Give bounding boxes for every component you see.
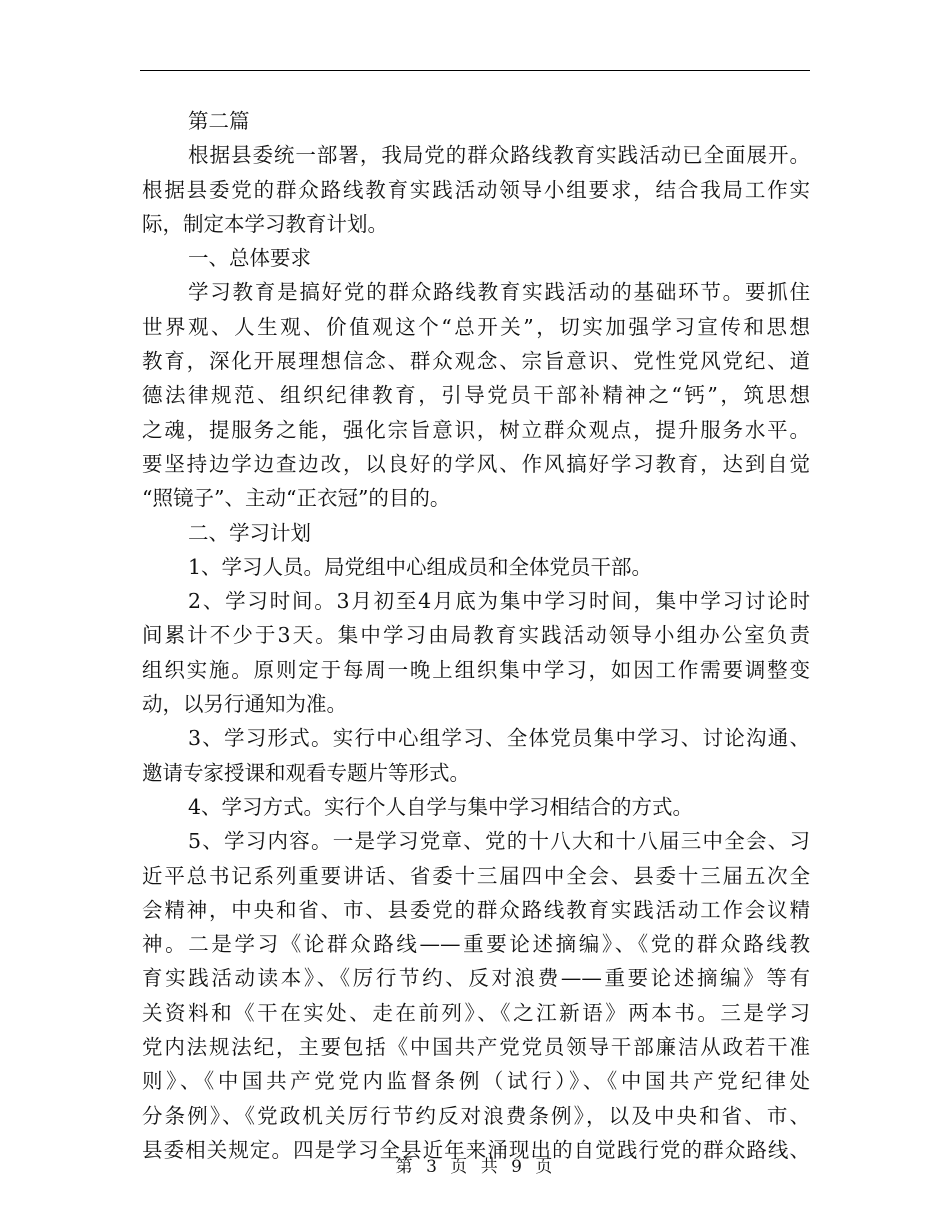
text-line: 县委相关规定。四是学习全县近年来涌现出的自觉践行党的群众路线、 xyxy=(142,1137,810,1162)
text-line: 邀请专家授课和观看专题片等形式。 xyxy=(142,760,470,785)
text-line: 会精神，中央和省、市、县委党的群众路线教育实践活动工作会议精 xyxy=(142,897,810,922)
text-line: 神。二是学习《论群众路线——重要论述摘编》、《党的群众路线教 xyxy=(142,932,810,957)
text-line: 4、学习方式。实行个人自学与集中学习相结合的方式。 xyxy=(188,794,694,819)
text-line: 根据县委党的群众路线教育实践活动领导小组要求，结合我局工作实 xyxy=(142,177,810,202)
text-line: 则》、《中国共产党党内监督条例（试行）》、《中国共产党纪律处 xyxy=(142,1069,810,1094)
text-line: 5、学习内容。一是学习党章、党的十八大和十八届三中全会、习 xyxy=(188,829,810,854)
text-line: 间累计不少于3天。集中学习由局教育实践活动领导小组办公室负责 xyxy=(142,623,810,648)
page-footer: 第 3 页 共 9 页 xyxy=(395,1157,555,1177)
text-line: 动，以另行通知为准。 xyxy=(142,692,347,717)
text-line: 组织实施。原则定于每周一晚上组织集中学习，如因工作需要调整变 xyxy=(142,657,810,682)
text-line: 根据县委统一部署，我局党的群众路线教育实践活动已全面展开。 xyxy=(188,143,810,168)
text-line: 近平总书记系列重要讲话、省委十三届四中全会、县委十三届五次全 xyxy=(142,863,810,888)
text-line: 学习教育是搞好党的群众路线教育实践活动的基础环节。要抓住 xyxy=(188,280,810,305)
text-line: 要坚持边学边查边改，以良好的学风、作风搞好学习教育，达到自觉 xyxy=(142,451,810,476)
text-line: 第二篇 xyxy=(188,109,250,133)
text-line: 育实践活动读本》、《厉行节约、反对浪费——重要论述摘编》等有 xyxy=(142,966,810,991)
text-line: 之魂，提服务之能，强化宗旨意识，树立群众观点，提升服务水平。 xyxy=(142,417,810,442)
header-rule xyxy=(140,70,810,71)
text-line: “照镜子”、主动“正衣冠”的目的。 xyxy=(142,486,451,511)
text-line: 分条例》、《党政机关厉行节约反对浪费条例》，以及中央和省、市、 xyxy=(142,1103,810,1128)
text-line: 德法律规范、组织纪律教育，引导党员干部补精神之“钙”，筑思想 xyxy=(142,383,810,408)
text-line: 2、学习时间。3月初至4月底为集中学习时间，集中学习讨论时 xyxy=(188,589,810,614)
text-line: 3、学习形式。实行中心组学习、全体党员集中学习、讨论沟通、 xyxy=(188,726,810,751)
text-line: 二、学习计划 xyxy=(188,520,311,545)
text-line: 一、总体要求 xyxy=(188,246,311,271)
text-line: 1、学习人员。局党组中心组成员和全体党员干部。 xyxy=(188,554,653,579)
text-line: 关资料和《干在实处、走在前列》、《之江新语》两本书。三是学习 xyxy=(142,1000,810,1025)
text-line: 党内法规法纪，主要包括《中国共产党党员领导干部廉洁从政若干准 xyxy=(142,1035,810,1060)
text-line: 世界观、人生观、价值观这个“总开关”，切实加强学习宣传和思想 xyxy=(142,314,810,339)
text-line: 际，制定本学习教育计划。 xyxy=(142,211,388,236)
document-body xyxy=(142,104,810,1167)
text-line: 教育，深化开展理想信念、群众观念、宗旨意识、党性党风党纪、道 xyxy=(142,349,810,374)
